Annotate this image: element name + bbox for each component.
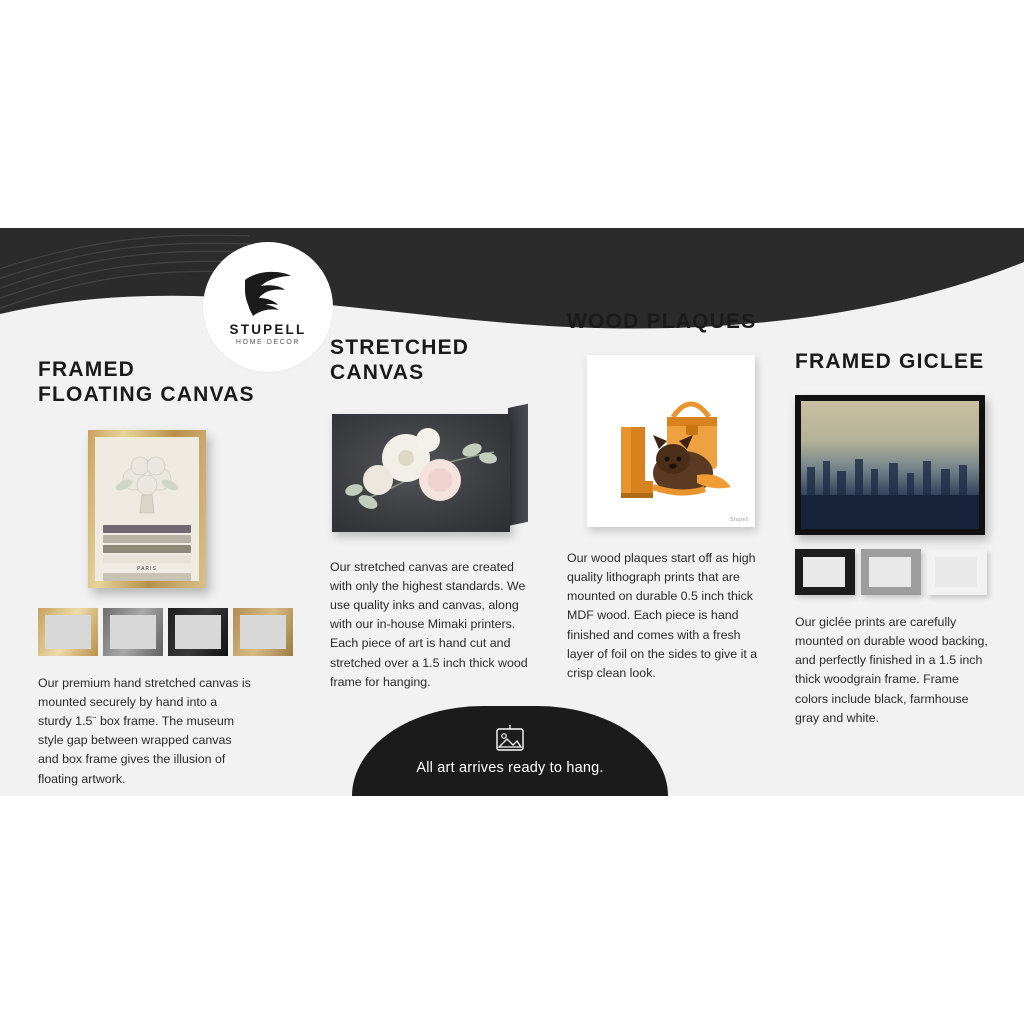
artwork-signature: Stupell bbox=[730, 516, 749, 523]
column-wood-plaques bbox=[567, 310, 767, 683]
gold-frame bbox=[88, 430, 206, 588]
product-info-graphic bbox=[0, 228, 1024, 796]
frame-color-swatches bbox=[38, 608, 296, 656]
brand-tagline: HOME DECOR bbox=[235, 339, 301, 346]
book-stack bbox=[103, 525, 191, 571]
column-framed-giclee bbox=[795, 350, 995, 728]
wood-plaque-artwork bbox=[587, 355, 755, 527]
swatch-window bbox=[175, 615, 221, 649]
swatch-window bbox=[45, 615, 91, 649]
column-body-framed-floating-canvas: Our premium hand stretched canvas is mounted securely by hand into a sturdy 1.5¨ box frame. The museum style gap between wrapped canvas and box frame gives the illusion of floating artwork. bbox=[38, 675, 251, 786]
title-line-2: CANVAS bbox=[330, 360, 425, 384]
swatch-window bbox=[110, 615, 156, 649]
column-title-framed-giclee bbox=[795, 350, 995, 375]
giclee-frame-swatches bbox=[795, 549, 995, 595]
giclee-swatch-farmhouse-gray[interactable] bbox=[861, 549, 921, 595]
frame-swatch-gold[interactable] bbox=[38, 608, 98, 656]
header-wave-band bbox=[0, 228, 1024, 348]
title-line-1: FRAMED bbox=[38, 358, 136, 381]
swatch-window bbox=[240, 615, 286, 649]
frame-swatch-woodgrain[interactable] bbox=[233, 608, 293, 656]
frame-swatch-black[interactable] bbox=[168, 608, 228, 656]
column-title-framed-floating-canvas bbox=[38, 358, 288, 408]
brand-logo bbox=[203, 242, 333, 372]
column-body-framed-giclee: Our giclée prints are carefully mounted on durable wood backing, and perfectly finished in a 1.5 inch thick woodgrain frame. Frame colors include black, farmhouse gray and white. bbox=[795, 614, 988, 725]
stretched-canvas-artwork bbox=[332, 408, 528, 532]
framed-picture-icon bbox=[493, 724, 527, 754]
abstract-landscape-icon bbox=[801, 401, 979, 529]
book-label: PARIS bbox=[137, 565, 157, 572]
canvas-side-edge bbox=[508, 403, 528, 525]
ready-to-hang-text: All art arrives ready to hang. bbox=[416, 760, 604, 776]
column-framed-floating-canvas bbox=[38, 358, 288, 789]
header-wave-shape bbox=[0, 228, 1024, 348]
stupell-swoosh-icon bbox=[237, 268, 299, 320]
column-body-wood-plaques: Our wood plaques start off as high quality lithograph prints that are mounted on durable 0.5 inch thick MDF wood. Each piece is hand finished and comes with a fresh layer of foil on the sides to give it a crisp clean look. bbox=[567, 550, 758, 681]
title-line-1: WOOD PLAQUES bbox=[567, 310, 757, 333]
title-line-2: FLOATING CANVAS bbox=[38, 382, 255, 406]
giclee-swatch-black[interactable] bbox=[795, 549, 855, 595]
book-2 bbox=[103, 535, 191, 543]
frame-swatch-gray[interactable] bbox=[103, 608, 163, 656]
brand-name: STUPELL bbox=[229, 322, 307, 337]
giclee-canvas bbox=[801, 401, 979, 529]
canvas-inner bbox=[95, 437, 199, 581]
canvas-face bbox=[332, 414, 510, 532]
hydrangea-bouquet-icon bbox=[104, 451, 190, 527]
framed-giclee-artwork bbox=[795, 395, 985, 535]
column-body-stretched-canvas: Our stretched canvas are created with only the highest standards. We use quality inks and canvas, along with our in-house Mimaki printers. Each piece of art is hand cut and stretched over a 1.5 inch thick wood frame for hanging. bbox=[330, 559, 528, 689]
title-line-1: STRETCHED bbox=[330, 336, 470, 359]
column-title-stretched-canvas bbox=[330, 336, 540, 386]
book-1 bbox=[103, 525, 191, 533]
ready-to-hang-badge bbox=[352, 706, 668, 796]
book-5 bbox=[103, 573, 191, 581]
giclee-swatch-white[interactable] bbox=[927, 549, 987, 595]
column-title-wood-plaques bbox=[567, 310, 767, 335]
white-floral-art-icon bbox=[332, 414, 510, 532]
framed-floating-canvas-artwork bbox=[88, 430, 206, 588]
title-line-1: FRAMED GICLEE bbox=[795, 350, 985, 373]
column-stretched-canvas bbox=[330, 336, 540, 692]
book-3 bbox=[103, 545, 191, 553]
book-4 bbox=[103, 555, 191, 563]
dog-with-handbag-icon bbox=[587, 355, 755, 527]
